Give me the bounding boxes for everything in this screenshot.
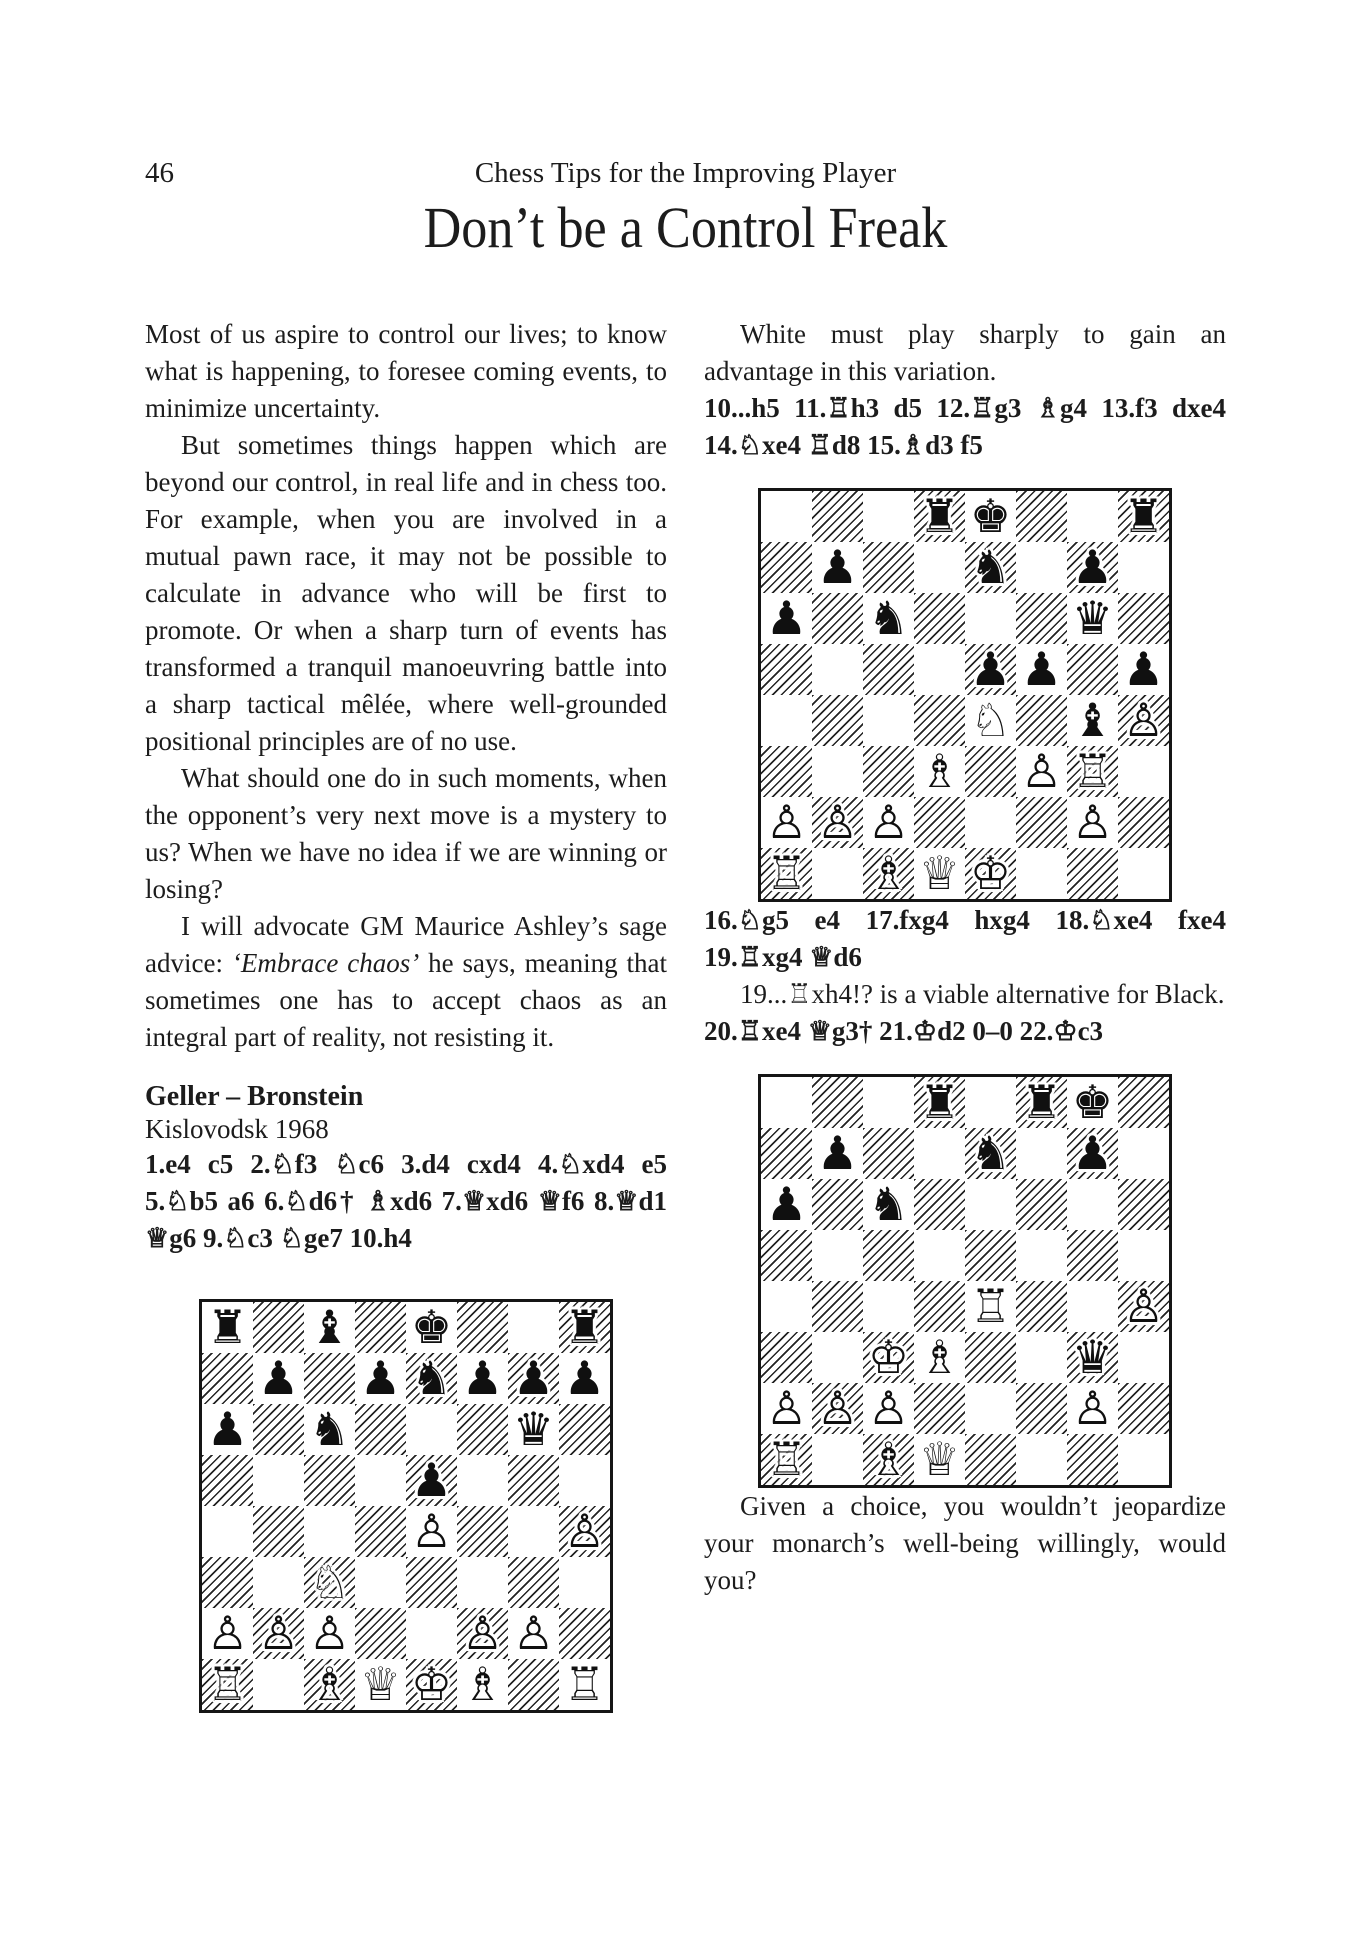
chess-diagram-after-15-f5 <box>704 488 1226 902</box>
square-f2 <box>1016 797 1067 848</box>
white-rook-icon: ♖ <box>765 848 808 899</box>
square-b5 <box>812 644 863 695</box>
square-g6 <box>508 1404 559 1455</box>
square-h6 <box>559 1404 610 1455</box>
paragraph-but-sometimes: But sometimes things happen which are beyond our control, in real life and in chess too. For example, when you are involved in a mutual pawn race, it may not be possible to calculate in advance who will be first to promote. Or when a sharp turn of events has transformed a tranquil manoeuvring battle into a sharp tactical mêlée, where well-grounded positional principles are of no use. <box>145 430 667 756</box>
square-e5 <box>406 1455 457 1506</box>
square-b8 <box>812 491 863 542</box>
square-h4 <box>1118 695 1169 746</box>
square-d8 <box>914 491 965 542</box>
square-f7 <box>1016 542 1067 593</box>
white-bishop-icon: ♗ <box>308 1659 351 1710</box>
white-queen-icon: ♕ <box>918 848 961 899</box>
white-bishop-icon: ♗ <box>918 1332 961 1383</box>
square-e8 <box>406 1302 457 1353</box>
square-h2 <box>1118 797 1169 848</box>
square-c7 <box>863 542 914 593</box>
square-g5 <box>1067 644 1118 695</box>
black-queen-icon: ♛ <box>512 1404 555 1455</box>
black-queen-icon: ♛ <box>1071 593 1114 644</box>
paragraph-text: I will advocate GM Maurice Ashley’s sage advice: <box>145 911 667 978</box>
white-pawn-icon: ♙ <box>1071 797 1114 848</box>
black-pawn-icon: ♟ <box>1071 1128 1114 1179</box>
square-g1 <box>1067 1434 1118 1485</box>
square-b5 <box>812 1230 863 1281</box>
black-rook-icon: ♜ <box>1122 491 1165 542</box>
white-king-icon: ♔ <box>867 1332 910 1383</box>
white-knight-icon: ♘ <box>969 695 1012 746</box>
square-d2 <box>355 1608 406 1659</box>
square-e2 <box>965 797 1016 848</box>
black-knight-icon: ♞ <box>410 1353 453 1404</box>
square-a2 <box>202 1608 253 1659</box>
square-b1 <box>812 848 863 899</box>
square-f4 <box>1016 1281 1067 1332</box>
moves-16-to-19: 16.♘g5 e4 17.fxg4 hxg4 18.♘xe4 fxe4 19.♖xg4 ♕d6 <box>704 905 1226 972</box>
square-d8 <box>355 1302 406 1353</box>
square-g5 <box>1067 1230 1118 1281</box>
square-f7 <box>457 1353 508 1404</box>
white-rook-icon: ♖ <box>206 1659 249 1710</box>
square-g6 <box>1067 1179 1118 1230</box>
black-pawn-icon: ♟ <box>1122 644 1165 695</box>
game-players: Geller – Bronstein <box>145 1081 364 1112</box>
square-f3 <box>1016 1332 1067 1383</box>
black-pawn-icon: ♟ <box>1020 644 1063 695</box>
white-knight-icon: ♘ <box>308 1557 351 1608</box>
square-f1 <box>1016 1434 1067 1485</box>
square-e3 <box>406 1557 457 1608</box>
running-header: Chess Tips for the Improving Player <box>474 157 897 189</box>
black-pawn-icon: ♟ <box>1071 542 1114 593</box>
white-pawn-icon: ♙ <box>867 797 910 848</box>
square-g1 <box>508 1659 559 1710</box>
square-g8 <box>508 1302 559 1353</box>
square-a4 <box>202 1506 253 1557</box>
square-f6 <box>1016 593 1067 644</box>
black-king-icon: ♚ <box>1071 1077 1114 1128</box>
white-king-icon: ♔ <box>969 848 1012 899</box>
black-king-icon: ♚ <box>969 491 1012 542</box>
paragraph-what-should-one-do: What should one do in such moments, when the opponent’s very next move is a mystery to us? When we have no idea if we are winning or losing? <box>145 763 667 904</box>
square-e4 <box>965 695 1016 746</box>
square-a6 <box>761 593 812 644</box>
square-a1 <box>761 848 812 899</box>
square-c2 <box>863 797 914 848</box>
game-header <box>145 1080 667 1146</box>
square-c8 <box>863 1077 914 1128</box>
square-g2 <box>508 1608 559 1659</box>
square-d5 <box>914 644 965 695</box>
white-rook-icon: ♖ <box>563 1659 606 1710</box>
white-king-icon: ♔ <box>410 1659 453 1710</box>
square-f6 <box>1016 1179 1067 1230</box>
square-f3 <box>1016 746 1067 797</box>
square-c2 <box>304 1608 355 1659</box>
square-c1 <box>863 1434 914 1485</box>
square-h5 <box>1118 1230 1169 1281</box>
white-bishop-icon: ♗ <box>867 1434 910 1485</box>
chess-board <box>758 1074 1172 1488</box>
square-b6 <box>812 593 863 644</box>
square-g7 <box>1067 542 1118 593</box>
square-a8 <box>761 1077 812 1128</box>
square-a6 <box>202 1404 253 1455</box>
square-g2 <box>1067 1383 1118 1434</box>
square-e5 <box>965 1230 1016 1281</box>
square-a1 <box>202 1659 253 1710</box>
square-h8 <box>1118 1077 1169 1128</box>
square-b2 <box>253 1608 304 1659</box>
white-pawn-icon: ♙ <box>512 1608 555 1659</box>
square-c5 <box>863 1230 914 1281</box>
black-king-icon: ♚ <box>410 1302 453 1353</box>
white-rook-icon: ♖ <box>765 1434 808 1485</box>
square-b3 <box>812 1332 863 1383</box>
white-pawn-icon: ♙ <box>410 1506 453 1557</box>
white-pawn-icon: ♙ <box>1122 1281 1165 1332</box>
square-g2 <box>1067 797 1118 848</box>
square-g6 <box>1067 593 1118 644</box>
square-f5 <box>1016 1230 1067 1281</box>
square-g3 <box>508 1557 559 1608</box>
square-g3 <box>1067 1332 1118 1383</box>
white-pawn-icon: ♙ <box>1071 1383 1114 1434</box>
square-b4 <box>253 1506 304 1557</box>
square-c6 <box>863 593 914 644</box>
square-b5 <box>253 1455 304 1506</box>
square-h3 <box>1118 746 1169 797</box>
square-b8 <box>812 1077 863 1128</box>
square-c3 <box>863 746 914 797</box>
right-column <box>704 316 1226 1599</box>
square-h3 <box>1118 1332 1169 1383</box>
black-knight-icon: ♞ <box>308 1404 351 1455</box>
black-pawn-icon: ♟ <box>410 1455 453 1506</box>
square-d5 <box>914 1230 965 1281</box>
square-c1 <box>863 848 914 899</box>
square-d6 <box>914 593 965 644</box>
square-h5 <box>1118 644 1169 695</box>
square-a4 <box>761 1281 812 1332</box>
square-d4 <box>355 1506 406 1557</box>
black-knight-icon: ♞ <box>969 1128 1012 1179</box>
square-g3 <box>1067 746 1118 797</box>
square-g7 <box>508 1353 559 1404</box>
white-pawn-icon: ♙ <box>308 1608 351 1659</box>
square-a8 <box>761 491 812 542</box>
square-d7 <box>914 542 965 593</box>
square-d4 <box>914 695 965 746</box>
square-e7 <box>965 542 1016 593</box>
square-e8 <box>965 491 1016 542</box>
square-h4 <box>1118 1281 1169 1332</box>
chapter-title: Don’t be a Control Freak <box>423 195 948 260</box>
black-rook-icon: ♜ <box>918 491 961 542</box>
square-b3 <box>253 1557 304 1608</box>
square-a4 <box>761 695 812 746</box>
square-h8 <box>559 1302 610 1353</box>
white-pawn-icon: ♙ <box>257 1608 300 1659</box>
square-f5 <box>457 1455 508 1506</box>
square-b2 <box>812 1383 863 1434</box>
chess-diagram-after-22-kc3 <box>704 1074 1226 1488</box>
square-c7 <box>863 1128 914 1179</box>
square-h4 <box>559 1506 610 1557</box>
black-knight-icon: ♞ <box>969 542 1012 593</box>
black-knight-icon: ♞ <box>867 1179 910 1230</box>
paragraph-note-19-rxh4: 19...♖xh4!? is a viable alternative for Black. <box>740 979 1225 1009</box>
square-e3 <box>965 1332 1016 1383</box>
square-e1 <box>406 1659 457 1710</box>
white-pawn-icon: ♙ <box>1020 746 1063 797</box>
square-e7 <box>965 1128 1016 1179</box>
square-h8 <box>1118 491 1169 542</box>
square-h5 <box>559 1455 610 1506</box>
white-bishop-icon: ♗ <box>918 746 961 797</box>
game-event: Kislovodsk 1968 <box>145 1114 329 1144</box>
white-pawn-icon: ♙ <box>461 1608 504 1659</box>
square-c6 <box>304 1404 355 1455</box>
square-a2 <box>761 1383 812 1434</box>
paragraph-given-a-choice: Given a choice, you wouldn’t jeopardize your monarch’s well-being willingly, would you? <box>704 1491 1226 1595</box>
square-e2 <box>965 1383 1016 1434</box>
chess-board <box>758 488 1172 902</box>
square-d3 <box>914 746 965 797</box>
black-pawn-icon: ♟ <box>206 1404 249 1455</box>
square-a7 <box>761 542 812 593</box>
black-pawn-icon: ♟ <box>816 1128 859 1179</box>
square-h1 <box>1118 1434 1169 1485</box>
square-f1 <box>1016 848 1067 899</box>
paragraph-text: he says, meaning that sometimes one has to accept chaos as an integral part of reality, not resisting it. <box>145 948 667 1052</box>
black-pawn-icon: ♟ <box>765 593 808 644</box>
square-b3 <box>812 746 863 797</box>
square-e1 <box>965 848 1016 899</box>
square-e4 <box>406 1506 457 1557</box>
black-pawn-icon: ♟ <box>257 1353 300 1404</box>
white-pawn-icon: ♙ <box>1122 695 1165 746</box>
square-f2 <box>1016 1383 1067 1434</box>
white-queen-icon: ♕ <box>359 1659 402 1710</box>
black-bishop-icon: ♝ <box>1071 695 1114 746</box>
square-c3 <box>863 1332 914 1383</box>
square-h2 <box>1118 1383 1169 1434</box>
square-b8 <box>253 1302 304 1353</box>
moves-20-to-22: 20.♖xe4 ♕g3† 21.♔d2 0–0 22.♔c3 <box>704 1016 1104 1046</box>
square-f6 <box>457 1404 508 1455</box>
square-d8 <box>914 1077 965 1128</box>
square-d7 <box>914 1128 965 1179</box>
square-f5 <box>1016 644 1067 695</box>
paragraph-most-of-us: Most of us aspire to control our lives; to know what is happening, to foresee coming events, to minimize uncertainty. <box>145 319 667 423</box>
square-d5 <box>355 1455 406 1506</box>
white-pawn-icon: ♙ <box>206 1608 249 1659</box>
chess-diagram-after-10-h4 <box>145 1299 667 1713</box>
square-f1 <box>457 1659 508 1710</box>
square-a3 <box>202 1557 253 1608</box>
square-f4 <box>1016 695 1067 746</box>
square-c7 <box>304 1353 355 1404</box>
black-pawn-icon: ♟ <box>765 1179 808 1230</box>
black-pawn-icon: ♟ <box>563 1353 606 1404</box>
square-f3 <box>457 1557 508 1608</box>
square-h7 <box>559 1353 610 1404</box>
square-g4 <box>1067 1281 1118 1332</box>
square-b7 <box>253 1353 304 1404</box>
square-b7 <box>812 1128 863 1179</box>
black-bishop-icon: ♝ <box>308 1302 351 1353</box>
black-pawn-icon: ♟ <box>816 542 859 593</box>
square-b6 <box>253 1404 304 1455</box>
square-d7 <box>355 1353 406 1404</box>
square-g5 <box>508 1455 559 1506</box>
square-h1 <box>1118 848 1169 899</box>
square-a5 <box>761 644 812 695</box>
left-column <box>145 316 667 1713</box>
white-pawn-icon: ♙ <box>765 1383 808 1434</box>
paragraph-embrace-chaos <box>145 908 667 1056</box>
square-h7 <box>1118 542 1169 593</box>
black-knight-icon: ♞ <box>867 593 910 644</box>
square-b4 <box>812 1281 863 1332</box>
square-a1 <box>761 1434 812 1485</box>
black-rook-icon: ♜ <box>563 1302 606 1353</box>
white-bishop-icon: ♗ <box>461 1659 504 1710</box>
square-c2 <box>863 1383 914 1434</box>
square-d4 <box>914 1281 965 1332</box>
white-pawn-icon: ♙ <box>867 1383 910 1434</box>
white-pawn-icon: ♙ <box>816 797 859 848</box>
chess-board <box>199 1299 613 1713</box>
square-c4 <box>304 1506 355 1557</box>
white-pawn-icon: ♙ <box>563 1506 606 1557</box>
black-queen-icon: ♛ <box>1071 1332 1114 1383</box>
black-pawn-icon: ♟ <box>461 1353 504 1404</box>
white-pawn-icon: ♙ <box>816 1383 859 1434</box>
square-c3 <box>304 1557 355 1608</box>
moves-1-to-10: 1.e4 c5 2.♘f3 ♘c6 3.d4 cxd4 4.♘xd4 e5 5.♘b5 a6 6.♘d6† ♗xd6 7.♕xd6 ♕f6 8.♕d1 ♕g6 9.♘c3 ♘ge7 10.h4 <box>145 1149 667 1253</box>
square-c1 <box>304 1659 355 1710</box>
black-pawn-icon: ♟ <box>359 1353 402 1404</box>
page-number: 46 <box>145 157 174 189</box>
square-e6 <box>406 1404 457 1455</box>
square-e2 <box>406 1608 457 1659</box>
square-f7 <box>1016 1128 1067 1179</box>
square-a2 <box>761 797 812 848</box>
square-e7 <box>406 1353 457 1404</box>
square-f8 <box>1016 1077 1067 1128</box>
square-b2 <box>812 797 863 848</box>
italic-quote: ‘Embrace chaos’ <box>231 948 420 978</box>
white-queen-icon: ♕ <box>918 1434 961 1485</box>
square-f2 <box>457 1608 508 1659</box>
square-g4 <box>508 1506 559 1557</box>
square-d6 <box>914 1179 965 1230</box>
square-c8 <box>304 1302 355 1353</box>
square-c8 <box>863 491 914 542</box>
square-b7 <box>812 542 863 593</box>
black-pawn-icon: ♟ <box>512 1353 555 1404</box>
black-rook-icon: ♜ <box>206 1302 249 1353</box>
square-a3 <box>761 746 812 797</box>
square-e6 <box>965 1179 1016 1230</box>
moves-10-to-15: 10...h5 11.♖h3 d5 12.♖g3 ♗g4 13.f3 dxe4 14.♘xe4 ♖d8 15.♗d3 f5 <box>704 393 1226 460</box>
square-d1 <box>355 1659 406 1710</box>
square-d2 <box>914 1383 965 1434</box>
paragraph-white-must-play: White must play sharply to gain an advantage in this variation. <box>704 319 1226 386</box>
square-a3 <box>761 1332 812 1383</box>
white-pawn-icon: ♙ <box>765 797 808 848</box>
square-h2 <box>559 1608 610 1659</box>
square-d2 <box>914 797 965 848</box>
square-h6 <box>1118 593 1169 644</box>
square-a5 <box>761 1230 812 1281</box>
square-b6 <box>812 1179 863 1230</box>
square-g7 <box>1067 1128 1118 1179</box>
square-a6 <box>761 1179 812 1230</box>
square-a5 <box>202 1455 253 1506</box>
white-rook-icon: ♖ <box>969 1281 1012 1332</box>
square-g8 <box>1067 1077 1118 1128</box>
square-h3 <box>559 1557 610 1608</box>
square-g8 <box>1067 491 1118 542</box>
square-c4 <box>863 695 914 746</box>
square-d6 <box>355 1404 406 1455</box>
square-c5 <box>863 644 914 695</box>
white-rook-icon: ♖ <box>1071 746 1114 797</box>
square-g4 <box>1067 695 1118 746</box>
square-e5 <box>965 644 1016 695</box>
square-e3 <box>965 746 1016 797</box>
square-h1 <box>559 1659 610 1710</box>
square-a8 <box>202 1302 253 1353</box>
square-d1 <box>914 1434 965 1485</box>
square-f4 <box>457 1506 508 1557</box>
square-d1 <box>914 848 965 899</box>
black-rook-icon: ♜ <box>918 1077 961 1128</box>
black-rook-icon: ♜ <box>1020 1077 1063 1128</box>
square-b1 <box>253 1659 304 1710</box>
square-h6 <box>1118 1179 1169 1230</box>
square-a7 <box>761 1128 812 1179</box>
square-a7 <box>202 1353 253 1404</box>
black-pawn-icon: ♟ <box>969 644 1012 695</box>
square-d3 <box>355 1557 406 1608</box>
square-e1 <box>965 1434 1016 1485</box>
square-e6 <box>965 593 1016 644</box>
square-b4 <box>812 695 863 746</box>
square-c6 <box>863 1179 914 1230</box>
white-bishop-icon: ♗ <box>867 848 910 899</box>
square-e4 <box>965 1281 1016 1332</box>
square-c5 <box>304 1455 355 1506</box>
square-b1 <box>812 1434 863 1485</box>
square-c4 <box>863 1281 914 1332</box>
square-f8 <box>1016 491 1067 542</box>
square-g1 <box>1067 848 1118 899</box>
square-h7 <box>1118 1128 1169 1179</box>
square-f8 <box>457 1302 508 1353</box>
square-e8 <box>965 1077 1016 1128</box>
square-d3 <box>914 1332 965 1383</box>
